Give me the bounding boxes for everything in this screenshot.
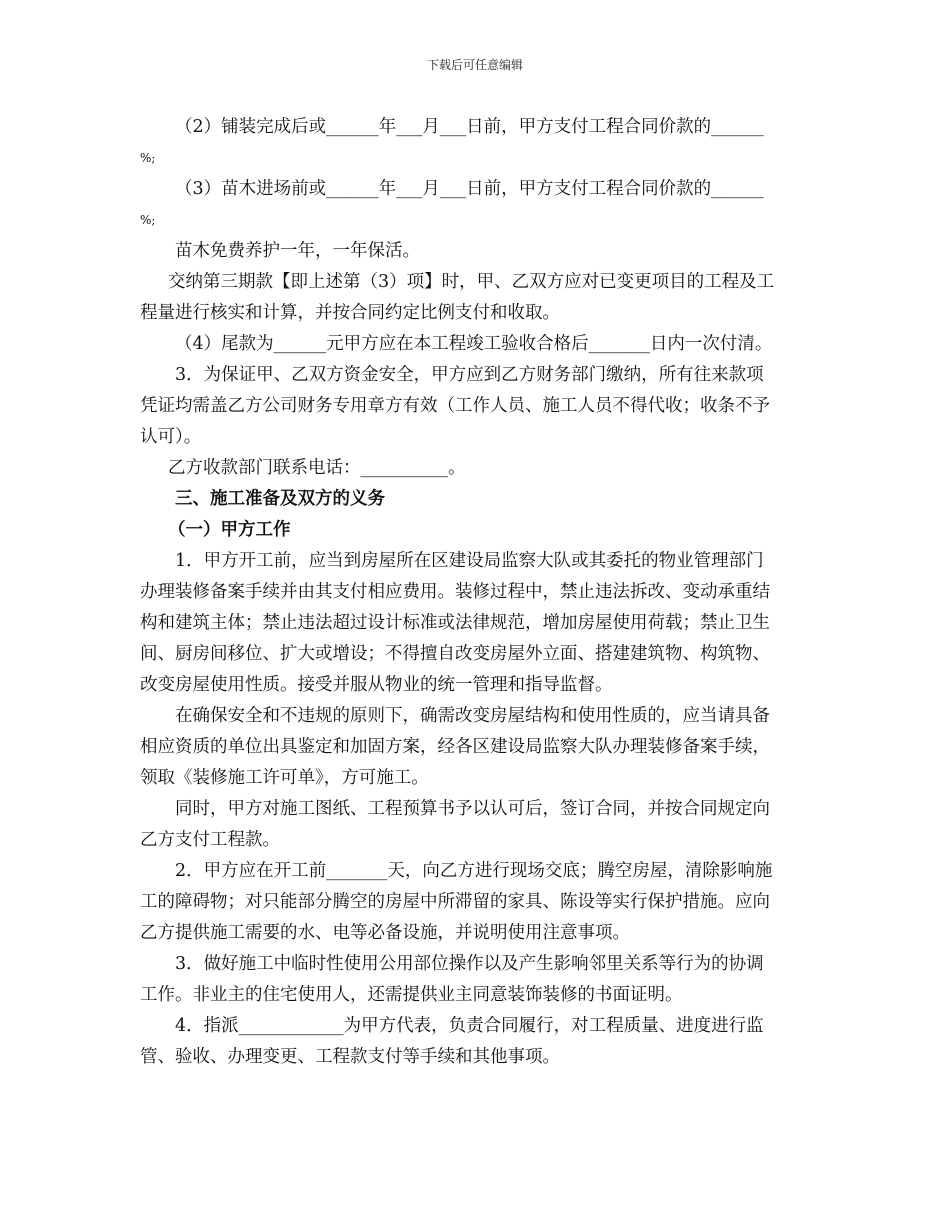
text-line: 同时，甲方对施工图纸、工程预算书予以认可后，签订合同，并按合同规定向: [175, 799, 770, 819]
text-line: 程量进行核实和计算，并按合同约定比例支付和收取。: [140, 303, 560, 323]
text-line: 在确保安全和不违规的原则下，确需改变房屋结构和使用性质的，应当请具备: [175, 706, 770, 726]
text-line: 3．为保证甲、乙双方资金安全，甲方应到乙方财务部门缴纳，所有往来款项: [175, 365, 764, 385]
text-line: 领取《装修施工许可单》，方可施工。: [140, 768, 429, 788]
text-line: 乙方支付工程款。: [140, 830, 280, 850]
text-line: 凭证均需盖乙方公司财务专用章方有效（工作人员、施工人员不得代收；收条不予: [140, 396, 770, 416]
text-line: 构和建筑主体；禁止违法超过设计标准或法律规范，增加房屋使用荷载；禁止卫生: [140, 613, 770, 633]
text-line: 4．指派____________为甲方代表，负责合同履行，对工程质量、进度进行监: [175, 1016, 764, 1036]
text-line: 工作。非业主的住宅使用人，还需提供业主同意装饰装修的书面证明。: [140, 985, 683, 1005]
text-line: 工的障碍物；对只能部分腾空的房屋中所滞留的家具、陈设等实行保护措施。应向: [140, 892, 770, 912]
text-line: 乙方收款部门联系电话：__________。: [168, 458, 466, 478]
text-line: %;: [140, 151, 156, 165]
text-line: 认可）。: [140, 427, 202, 447]
text-line: 间、厨房间移位、扩大或增设；不得擅自改变房屋外立面、搭建建筑物、构筑物、: [140, 644, 770, 664]
text-line: 3．做好施工中临时性使用公用部位操作以及产生影响邻里关系等行为的协调: [175, 954, 764, 974]
text-line: 2．甲方应在开工前_______天，向乙方进行现场交底；腾空房屋，清除影响施: [175, 861, 773, 881]
text-line: 相应资质的单位出具鉴定和加固方案，经各区建设局监察大队办理装修备案手续，: [140, 737, 770, 757]
text-line: （3）苗木进场前或______年___月___日前，甲方支付工程合同价款的______: [175, 179, 764, 199]
text-line: 乙方提供施工需要的水、电等必备设施，并说明使用注意事项。: [140, 923, 630, 943]
text-line: %;: [140, 213, 156, 227]
text-line: （4）尾款为______元甲方应在本工程竣工验收合格后_______日内一次付清。: [175, 334, 773, 354]
text-line: 交纳第三期款【即上述第（3）项】时，甲、乙双方应对已变更项目的工程及工: [168, 272, 775, 292]
text-line: （一）甲方工作: [168, 520, 291, 540]
text-line: 管、验收、办理变更、工程款支付等手续和其他事项。: [140, 1047, 560, 1067]
text-line: 办理装修备案手续并由其支付相应费用。装修过程中，禁止违法拆改、变动承重结: [140, 582, 770, 602]
text-line: （2）铺装完成后或______年___月___日前，甲方支付工程合同价款的______: [175, 117, 764, 137]
text-line: 苗木免费养护一年，一年保活。: [175, 241, 420, 261]
page-header: 下载后可任意编辑: [426, 58, 523, 72]
text-line: 1．甲方开工前，应当到房屋所在区建设局监察大队或其委托的物业管理部门: [175, 551, 764, 571]
text-line: 三、施工准备及双方的义务: [175, 489, 385, 509]
text-line: 改变房屋使用性质。接受并服从物业的统一管理和指导监督。: [140, 675, 613, 695]
document-body: [140, 112, 810, 1073]
